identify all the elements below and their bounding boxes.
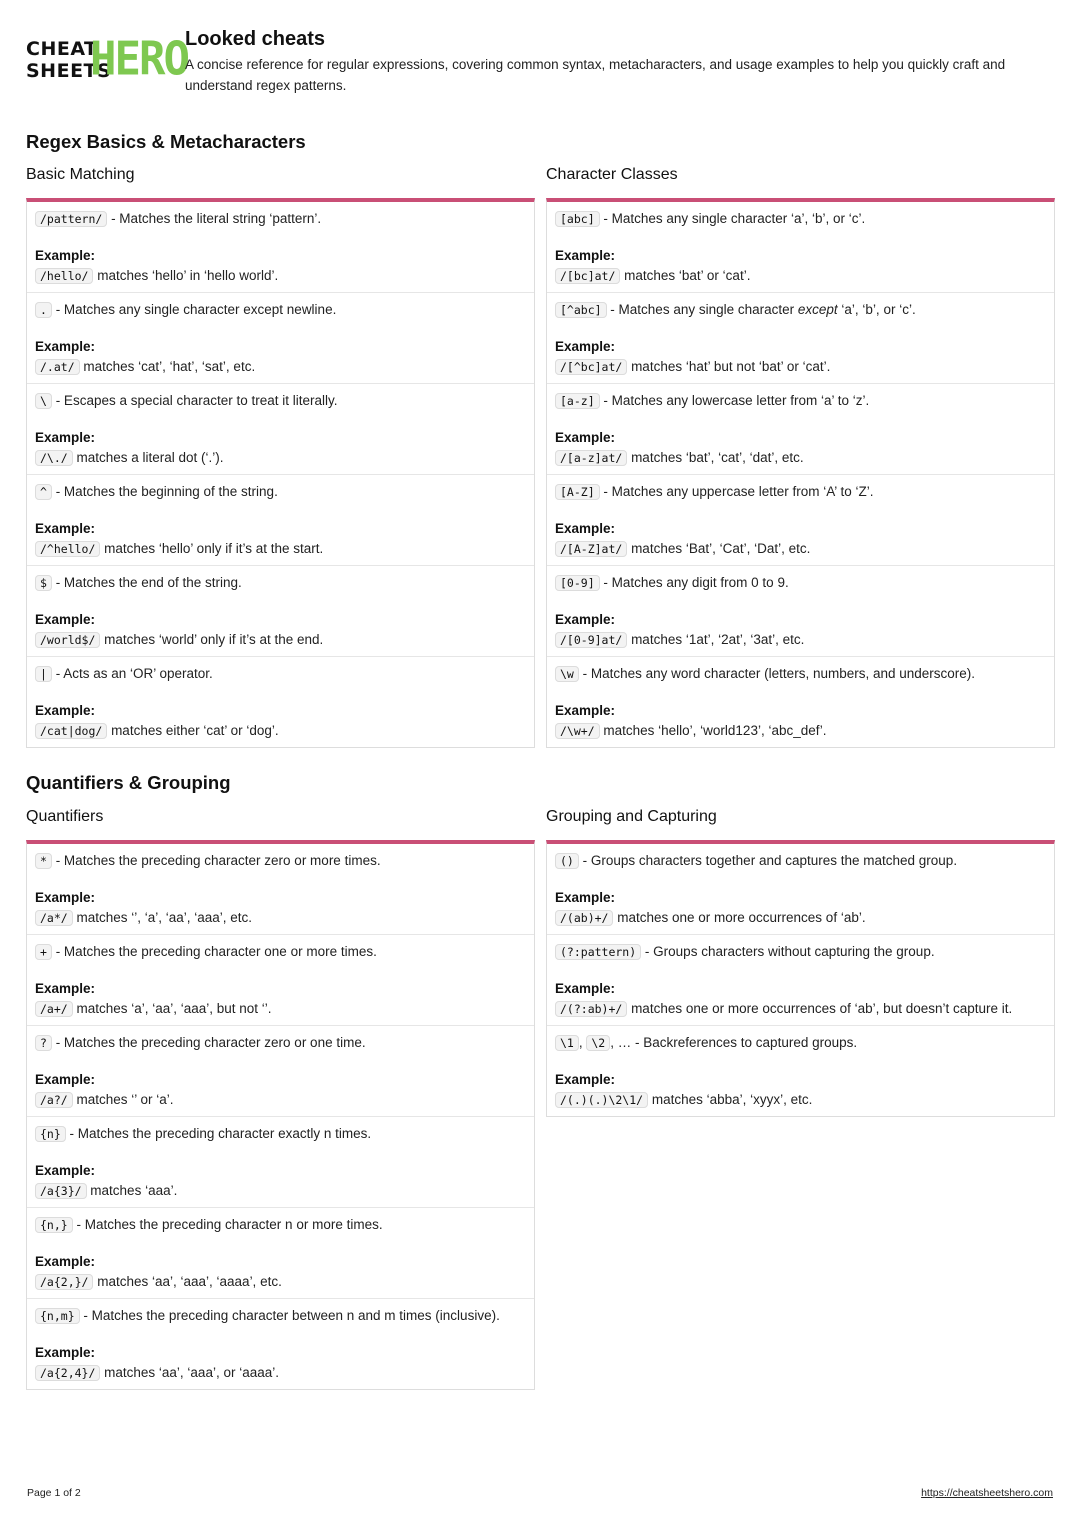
example-line [35,357,526,377]
example-description: matches ‘’ or ‘a’. [72,1092,174,1107]
example-line [35,999,526,1019]
entry-description: - Backreferences to captured groups. [635,1035,858,1050]
example-code: /hello/ [35,268,93,284]
example-code: /cat|dog/ [35,723,107,739]
entry-description: - Matches the preceding character exactly n times. [65,1126,372,1141]
example-code: /a*/ [35,910,73,926]
logo-hero: HERO [90,32,188,87]
example-description: matches ‘world’ only if it’s at the end. [100,632,324,647]
example-code: /[A-Z]at/ [555,541,627,557]
entry-emphasis: except [797,302,838,317]
example-line [555,630,1046,650]
page-number: Page 1 of 2 [27,1487,81,1499]
example-description: matches ‘aaa’. [86,1183,178,1198]
example-line [555,539,1046,559]
example-code: /a{2,4}/ [35,1365,100,1381]
entry-description: - Matches any single character ‘a’, ‘b’, or ‘c’. [599,211,866,226]
column-character-classes [546,164,1055,748]
example-description: matches a literal dot (‘.’). [72,450,224,465]
example-description: matches ‘hello’ in ‘hello world’. [93,268,279,283]
entry-definition [555,209,1046,229]
entry-description: ‘a’, ‘b’, or ‘c’. [837,302,916,317]
entry-description: - Matches any lowercase letter from ‘a’ to ‘z’. [599,393,870,408]
regex-entry [27,1299,534,1389]
regex-entry [547,566,1054,657]
entry-definition [35,573,526,593]
example-description: matches ‘1at’, ‘2at’, ‘3at’, etc. [627,632,805,647]
page-title: Looked cheats [185,28,326,50]
regex-entry [27,475,534,566]
regex-entry [27,1117,534,1208]
example-description: matches ‘hat’ but not ‘bat’ or ‘cat’. [627,359,831,374]
entry-definition [35,1215,526,1235]
example-line [555,721,1046,741]
example-label: Example: [35,703,96,718]
regex-token: [abc] [555,211,600,227]
entry-description: - Matches the preceding character between n and m times (inclusive). [79,1308,500,1323]
regex-entry [547,293,1054,384]
example-line [35,1363,526,1383]
example-code: /world$/ [35,632,100,648]
regex-token: [^abc] [555,302,607,318]
column-grouping-capturing [546,806,1055,1117]
regex-token: () [555,853,579,869]
example-label: Example: [35,612,96,627]
separator: , … [610,1035,635,1050]
regex-token: + [35,944,52,960]
entry-description: - Acts as an ‘OR’ operator. [51,666,213,681]
example-code: /(ab)+/ [555,910,613,926]
regex-entry [27,293,534,384]
regex-token: | [35,666,52,682]
regex-entry [27,566,534,657]
example-description: matches either ‘cat’ or ‘dog’. [107,723,279,738]
regex-entry [547,475,1054,566]
regex-token: \2 [586,1035,610,1051]
entry-description: - Matches the beginning of the string. [51,484,278,499]
example-label: Example: [555,339,616,354]
entry-definition [35,942,526,962]
entry-description: - Matches the preceding character one or more times. [51,944,377,959]
entries-card [26,198,535,748]
example-code: /[bc]at/ [555,268,620,284]
column-title: Grouping and Capturing [546,808,717,825]
example-code: /[0-9]at/ [555,632,627,648]
example-line [35,1181,526,1201]
footer-link[interactable]: https://cheatsheetshero.com [921,1487,1053,1499]
regex-entry [547,844,1054,935]
entry-definition [555,942,1046,962]
regex-token: \1 [555,1035,579,1051]
example-line [35,448,526,468]
logo-sheets: SHEETS [26,60,112,82]
column-basic-matching [26,164,535,748]
example-label: Example: [35,248,96,263]
entry-definition [555,573,1046,593]
entries-card [546,840,1055,1117]
regex-token: [a-z] [555,393,600,409]
entry-definition [35,482,526,502]
entry-description: - Groups characters without capturing the group. [641,944,935,959]
entry-description: - Matches any single character except newline. [51,302,337,317]
example-description: matches ‘bat’, ‘cat’, ‘dat’, etc. [627,450,804,465]
example-label: Example: [35,521,96,536]
example-line [35,908,526,928]
entry-description: - Matches the preceding character n or more times. [72,1217,383,1232]
regex-entry [547,935,1054,1026]
regex-entry [27,935,534,1026]
column-quantifiers [26,806,535,1390]
section-title-quantifiers: Quantifiers & Grouping [26,772,231,793]
example-description: matches ‘’, ‘a’, ‘aa’, ‘aaa’, etc. [72,910,253,925]
example-description: matches ‘cat’, ‘hat’, ‘sat’, etc. [79,359,256,374]
example-code: /(.)(.)\2\1/ [555,1092,648,1108]
entry-definition [555,664,1046,684]
example-code: /^hello/ [35,541,100,557]
example-line [555,357,1046,377]
example-description: matches ‘hello’ only if it’s at the start. [100,541,324,556]
entry-definition [555,482,1046,502]
example-line [555,266,1046,286]
regex-token: . [35,302,52,318]
example-label: Example: [35,981,96,996]
regex-entry [547,1026,1054,1116]
example-code: /a+/ [35,1001,73,1017]
entry-description: - Matches the preceding character zero or one time. [51,1035,366,1050]
entry-definition [555,300,1046,320]
regex-token: {n} [35,1126,66,1142]
regex-token: \w [555,666,579,682]
regex-entry [27,1026,534,1117]
separator: , [578,1035,587,1050]
regex-token: (?:pattern) [555,944,641,960]
entry-definition [35,1124,526,1144]
cheatsheetshero-logo [26,32,188,87]
entry-definition [35,1306,526,1326]
entry-definition [555,391,1046,411]
example-code: /(?:ab)+/ [555,1001,627,1017]
regex-entry [27,384,534,475]
regex-entry [27,844,534,935]
example-code: /a?/ [35,1092,73,1108]
example-label: Example: [555,612,616,627]
regex-token: {n,} [35,1217,73,1233]
example-label: Example: [555,981,616,996]
example-line [555,448,1046,468]
example-code: /a{2,}/ [35,1274,93,1290]
regex-entry [547,202,1054,293]
entry-definition [555,1033,1046,1053]
entry-description: - Matches the preceding character zero or more times. [51,853,381,868]
entry-description: - Matches any word character (letters, numbers, and underscore). [578,666,976,681]
example-label: Example: [35,1254,96,1269]
section-title-basics: Regex Basics & Metacharacters [26,131,306,152]
example-label: Example: [35,430,96,445]
entry-description: - Escapes a special character to treat it literally. [51,393,338,408]
regex-token: ^ [35,484,52,500]
example-code: /[a-z]at/ [555,450,627,466]
example-code: /a{3}/ [35,1183,87,1199]
entry-description: - Groups characters together and captures the matched group. [578,853,958,868]
example-description: matches ‘aa’, ‘aaa’, or ‘aaaa’. [100,1365,279,1380]
example-label: Example: [555,248,616,263]
regex-token: ? [35,1035,52,1051]
regex-entry [27,1208,534,1299]
entry-description: - Matches any digit from 0 to 9. [599,575,789,590]
column-title: Basic Matching [26,166,135,183]
example-code: /\./ [35,450,73,466]
logo-cheat: CHEAT [26,38,98,60]
entries-card [546,198,1055,748]
example-label: Example: [35,1072,96,1087]
regex-entry [547,384,1054,475]
regex-entry [27,657,534,747]
regex-token: [0-9] [555,575,600,591]
regex-entry [547,657,1054,747]
example-description: matches ‘aa’, ‘aaa’, ‘aaaa’, etc. [93,1274,282,1289]
entry-description: - Matches the literal string ‘pattern’. [107,211,322,226]
example-code: /\w+/ [555,723,600,739]
example-line [555,908,1046,928]
example-code: /.at/ [35,359,80,375]
entry-definition [35,391,526,411]
example-label: Example: [35,1345,96,1360]
entry-description: - Matches the end of the string. [51,575,242,590]
regex-token: * [35,853,52,869]
example-label: Example: [555,521,616,536]
entry-description: - Matches any uppercase letter from ‘A’ to ‘Z’. [599,484,874,499]
example-description: matches one or more occurrences of ‘ab’. [613,910,866,925]
regex-token: $ [35,575,52,591]
entry-description: - Matches any single character [606,302,798,317]
example-label: Example: [35,890,96,905]
example-line [35,539,526,559]
example-description: matches ‘hello’, ‘world123’, ‘abc_def’. [599,723,827,738]
example-line [35,266,526,286]
example-description: matches one or more occurrences of ‘ab’, but doesn’t capture it. [627,1001,1013,1016]
example-label: Example: [35,1163,96,1178]
example-description: matches ‘Bat’, ‘Cat’, ‘Dat’, etc. [627,541,811,556]
example-line [35,721,526,741]
example-line [555,1090,1046,1110]
example-line [555,999,1046,1019]
entry-definition [35,209,526,229]
regex-token: \ [35,393,52,409]
example-code: /[^bc]at/ [555,359,627,375]
example-label: Example: [555,1072,616,1087]
entry-definition [555,851,1046,871]
example-label: Example: [555,890,616,905]
regex-entry [27,202,534,293]
entries-card [26,840,535,1390]
regex-token: [A-Z] [555,484,600,500]
example-description: matches ‘bat’ or ‘cat’. [620,268,751,283]
example-line [35,630,526,650]
regex-token: /pattern/ [35,211,107,227]
entry-definition [35,664,526,684]
entry-definition [35,300,526,320]
entry-definition [35,851,526,871]
column-title: Character Classes [546,166,678,183]
entry-definition [35,1033,526,1053]
example-label: Example: [35,339,96,354]
example-label: Example: [555,430,616,445]
example-line [35,1090,526,1110]
regex-token: {n,m} [35,1308,80,1324]
example-label: Example: [555,703,616,718]
page-description: A concise reference for regular expressions, covering common syntax, metacharacters, and usage examples to help you quickly craft and understand regex patterns. [185,57,1006,93]
example-line [35,1272,526,1292]
example-description: matches ‘abba’, ‘xyyx’, etc. [648,1092,813,1107]
example-description: matches ‘a’, ‘aa’, ‘aaa’, but not ‘’. [72,1001,272,1016]
column-title: Quantifiers [26,808,104,825]
